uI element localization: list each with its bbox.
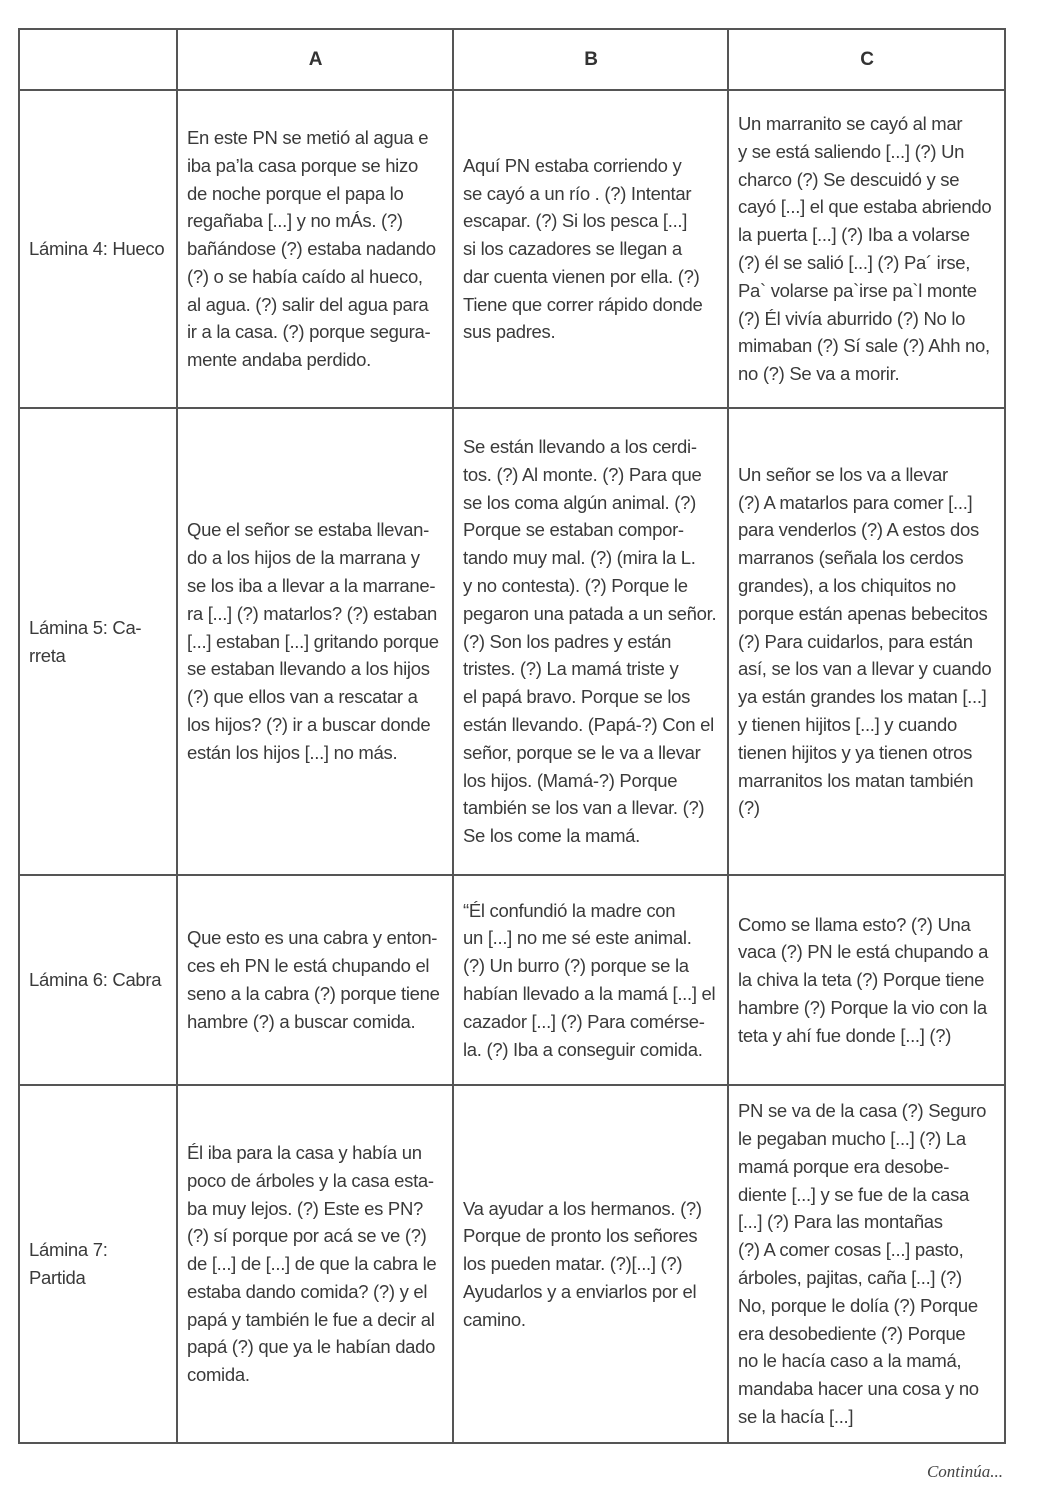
table-row (19, 90, 1005, 408)
header-a: A (177, 29, 453, 90)
header-row (19, 29, 1005, 90)
row-label: Lámina 6: Cabra (19, 875, 177, 1085)
row-label: Lámina 7: Partida (19, 1085, 177, 1443)
cell-b: Se están llevando a los cerdi- tos. (?) Al monte. (?) Para que se los coma algún animal. (?) Porque se estaban compor- tando muy mal. (?) (mira la L. y no contesta). (?) Porque le pegaron una patada a un señor. (?) Son los padres y están tristes. (?) La mamá triste y el papá bravo. Porque se los están llevando. (Papá-?) Con el señor, porque se le va a llevar los hijos. (Mamá-?) Porque también se los van a llevar. (?) Se los come la mamá. (453, 408, 728, 875)
table-row (19, 408, 1005, 875)
cell-b: Va ayudar a los hermanos. (?) Porque de pronto los señores los pueden matar. (?)[...] (?) Ayudarlos y a enviarlos por el camino. (453, 1085, 728, 1443)
cell-c: Un señor se los va a llevar (?) A matarlos para comer [...] para venderlos (?) A estos dos marranos (señala los cerdos grandes), a los chiquitos no porque están apenas bebecitos (?) Para cuidarlos, para están así, se los van a llevar y cuando ya están grandes los matan [...] y tienen hijitos [...] y cuando tienen hijitos y ya tienen otros marranitos los matan también (?) (728, 408, 1005, 875)
header-empty (19, 29, 177, 90)
row-label: Lámina 5: Ca- rreta (19, 408, 177, 875)
cell-a: En este PN se metió al agua e iba pa’la casa porque se hizo de noche porque el papa lo regañaba [...] y no mÁs. (?) bañándose (?) estaba nadando (?) o se había caído al hueco, al agua. (?) salir del agua para ir a la casa. (?) porque segura- mente andaba perdido. (177, 90, 453, 408)
cell-c: Un marranito se cayó al mar y se está saliendo [...] (?) Un charco (?) Se descuidó y se cayó [...] el que estaba abriendo la puerta [...] (?) Iba a volarse (?) él se salió [...] (?) Pa´ irse, Pa` volarse pa`irse pa`l monte (?) Él vivía aburrido (?) No lo mimaban (?) Sí sale (?) Ahh no, no (?) Se va a morir. (728, 90, 1005, 408)
table-row (19, 1085, 1005, 1443)
cell-b: Aquí PN estaba corriendo y se cayó a un río . (?) Intentar escapar. (?) Si los pesca [...] si los cazadores se llegan a dar cuenta vienen por ella. (?) Tiene que correr rápido donde sus padres. (453, 90, 728, 408)
continues-note: Continúa... (926, 1462, 1003, 1481)
row-label: Lámina 4: Hueco (19, 90, 177, 408)
cell-c: PN se va de la casa (?) Seguro le pegaban mucho [...] (?) La mamá porque era desobe- diente [...] y se fue de la casa [...] (?) Para las montañas (?) A comer cosas [...] pasto, árboles, pajitas, caña [...] (?) No, porque le dolía (?) Porque era desobediente (?) Porque no le hacía caso a la mamá, mandaba hacer una cosa y no se la hacía [...] (728, 1085, 1005, 1443)
cell-a: Que el señor se estaba llevan- do a los hijos de la marrana y se los iba a llevar a la marrane- ra [...] (?) matarlos? (?) estaban [...] estaban [...] gritando porque se estaban llevando a los hijos (?) que ellos van a rescatar a los hijos? (?) ir a buscar donde están los hijos [...] no más. (177, 408, 453, 875)
responses-table (18, 28, 1006, 1444)
header-c: C (728, 29, 1005, 90)
cell-a: Que esto es una cabra y enton- ces eh PN le está chupando el seno a la cabra (?) porque tiene hambre (?) a buscar comida. (177, 875, 453, 1085)
table-row (19, 875, 1005, 1085)
header-b: B (453, 29, 728, 90)
cell-b: “Él confundió la madre con un [...] no me sé este animal. (?) Un burro (?) porque se la habían llevado a la mamá [...] el cazador [...] (?) Para comérse- la. (?) Iba a conseguir comida. (453, 875, 728, 1085)
cell-a: Él iba para la casa y había un poco de árboles y la casa esta- ba muy lejos. (?) Este es PN? (?) sí porque por acá se ve (?) de [...] de [...] de que la cabra le estaba dando comida? (?) y el papá y también le fue a decir al papá (?) que ya le habían dado comida. (177, 1085, 453, 1443)
cell-c: Como se llama esto? (?) Una vaca (?) PN le está chupando a la chiva la teta (?) Porque tiene hambre (?) Porque la vio con la teta y ahí fue donde [...] (?) (728, 875, 1005, 1085)
